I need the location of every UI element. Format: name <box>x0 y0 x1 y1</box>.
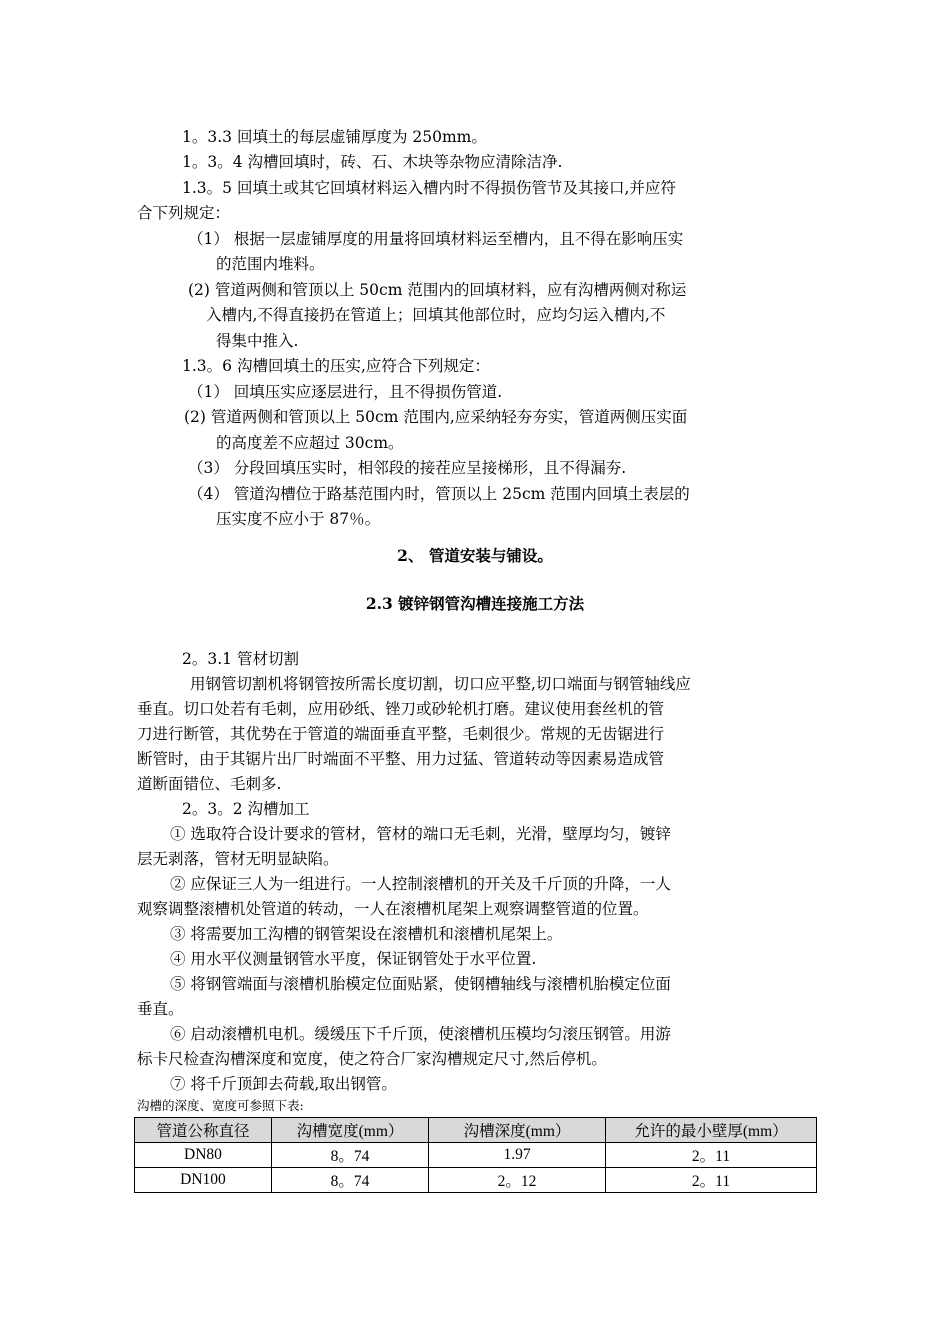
para-1-3-5-line1: 1.3。5 回填土或其它回填材料运入槽内时不得损伤管节及其接口,并应符 <box>182 179 676 197</box>
step-1-line2: 层无剥落，管材无明显缺陷。 <box>137 850 339 868</box>
compact-item-1: （1） 回填压实应逐层进行，且不得损伤管道. <box>188 383 503 401</box>
step-7: ⑦ 将千斤顶卸去荷载,取出钢管。 <box>170 1075 397 1093</box>
para-2-3-1-line1: 用钢管切割机将钢管按所需长度切割，切口应平整,切口端面与钢管轴线应 <box>190 675 691 693</box>
compact-item-4-line2: 压实度不应小于 87％。 <box>216 510 381 528</box>
para-1-3-5-line2: 合下列规定： <box>137 204 231 222</box>
para-2-3-1-line2: 垂直。切口处若有毛刺，应用砂纸、锉刀或砂轮机打磨。建议使用套丝机的管 <box>137 700 665 718</box>
cell-wall: 2。11 <box>606 1143 817 1168</box>
cell-depth: 2。12 <box>429 1168 606 1193</box>
compact-item-3: （3） 分段回填压实时，相邻段的接茬应呈接梯形，且不得漏夯. <box>188 459 627 477</box>
para-1-3-3: 1。3.3 回填土的每层虚铺厚度为 250mm。 <box>182 128 487 146</box>
item-2-line1: (2) 管道两侧和管顶以上 50cm 范围内的回填材料，应有沟槽两侧对称运 <box>188 281 687 299</box>
step-2-line1: ② 应保证三人为一组进行。一人控制滚槽机的开关及千斤顶的升降，一人 <box>170 875 671 893</box>
compact-item-4-line1: （4） 管道沟槽位于路基范围内时，管顶以上 25cm 范围内回填土表层的 <box>188 485 690 503</box>
cell-width: 8。74 <box>272 1143 429 1168</box>
header-groove-depth: 沟槽深度(mm） <box>429 1118 606 1143</box>
header-min-wall-thickness: 允许的最小壁厚(mm） <box>606 1118 817 1143</box>
cell-width: 8。74 <box>272 1168 429 1193</box>
step-6-line1: ⑥ 启动滚槽机电机。缓缓压下千斤顶，使滚槽机压模均匀滚压钢管。用游 <box>170 1025 671 1043</box>
item-1-line2: 的范围内堆料。 <box>216 255 325 273</box>
item-2-line3: 得集中推入. <box>216 332 299 350</box>
table-header-row <box>135 1118 817 1143</box>
item-2-line2: 入槽内,不得直接扔在管道上；回填其他部位时，应均匀运入槽内,不 <box>206 306 666 324</box>
table-caption: 沟槽的深度、宽度可参照下表: <box>137 1098 304 1113</box>
cell-depth: 1.97 <box>429 1143 606 1168</box>
para-2-3-1-line5: 道断面错位、毛刺多. <box>137 775 282 793</box>
step-5-line1: ⑤ 将钢管端面与滚槽机胎模定位面贴紧，使钢槽轴线与滚槽机胎模定位面 <box>170 975 671 993</box>
para-2-3-1-line3: 刀进行断管，其优势在于管道的端面垂直平整，毛刺很少。常规的无齿锯进行 <box>137 725 665 743</box>
table-row <box>135 1143 817 1168</box>
groove-spec-table <box>134 1117 817 1193</box>
cell-diameter: DN100 <box>135 1168 272 1193</box>
cell-diameter: DN80 <box>135 1143 272 1168</box>
header-nominal-diameter: 管道公称直径 <box>135 1118 272 1143</box>
step-3: ③ 将需要加工沟槽的钢管架设在滚槽机和滚槽机尾架上。 <box>170 925 563 943</box>
para-2-3-1-line4: 断管时，由于其锯片出厂时端面不平整、用力过猛、管道转动等因素易造成管 <box>137 750 665 768</box>
para-1-3-4: 1。3。4 沟槽回填时，砖、石、木块等杂物应清除洁净. <box>182 153 563 171</box>
step-5-line2: 垂直。 <box>137 1000 184 1018</box>
step-4: ④ 用水平仪测量钢管水平度，保证钢管处于水平位置. <box>170 950 537 968</box>
cell-wall: 2。11 <box>606 1168 817 1193</box>
para-2-3-2-title: 2。3。2 沟槽加工 <box>182 800 310 818</box>
para-1-3-6: 1.3。6 沟槽回填土的压实,应符合下列规定： <box>182 357 490 375</box>
compact-item-2-line1: (2) 管道两侧和管顶以上 50cm 范围内,应采纳轻夯夯实，管道两侧压实面 <box>184 408 688 426</box>
header-groove-width: 沟槽宽度(mm） <box>272 1118 429 1143</box>
table-row <box>135 1168 817 1193</box>
step-1-line1: ① 选取符合设计要求的管材，管材的端口无毛刺，光滑，壁厚均匀，镀锌 <box>170 825 671 843</box>
item-1-line1: （1） 根据一层虚铺厚度的用量将回填材料运至槽内，且不得在影响压实 <box>188 230 684 248</box>
section-heading: 2、 管道安装与铺设。 <box>397 546 553 565</box>
para-2-3-1-title: 2。3.1 管材切割 <box>182 650 299 668</box>
compact-item-2-line2: 的高度差不应超过 30cm。 <box>216 434 404 452</box>
step-2-line2: 观察调整滚槽机处管道的转动，一人在滚槽机尾架上观察调整管道的位置。 <box>137 900 649 918</box>
subsection-heading: 2.3 镀锌钢管沟槽连接施工方法 <box>365 594 585 613</box>
step-6-line2: 标卡尺检查沟槽深度和宽度，使之符合厂家沟槽规定尺寸,然后停机。 <box>137 1050 607 1068</box>
